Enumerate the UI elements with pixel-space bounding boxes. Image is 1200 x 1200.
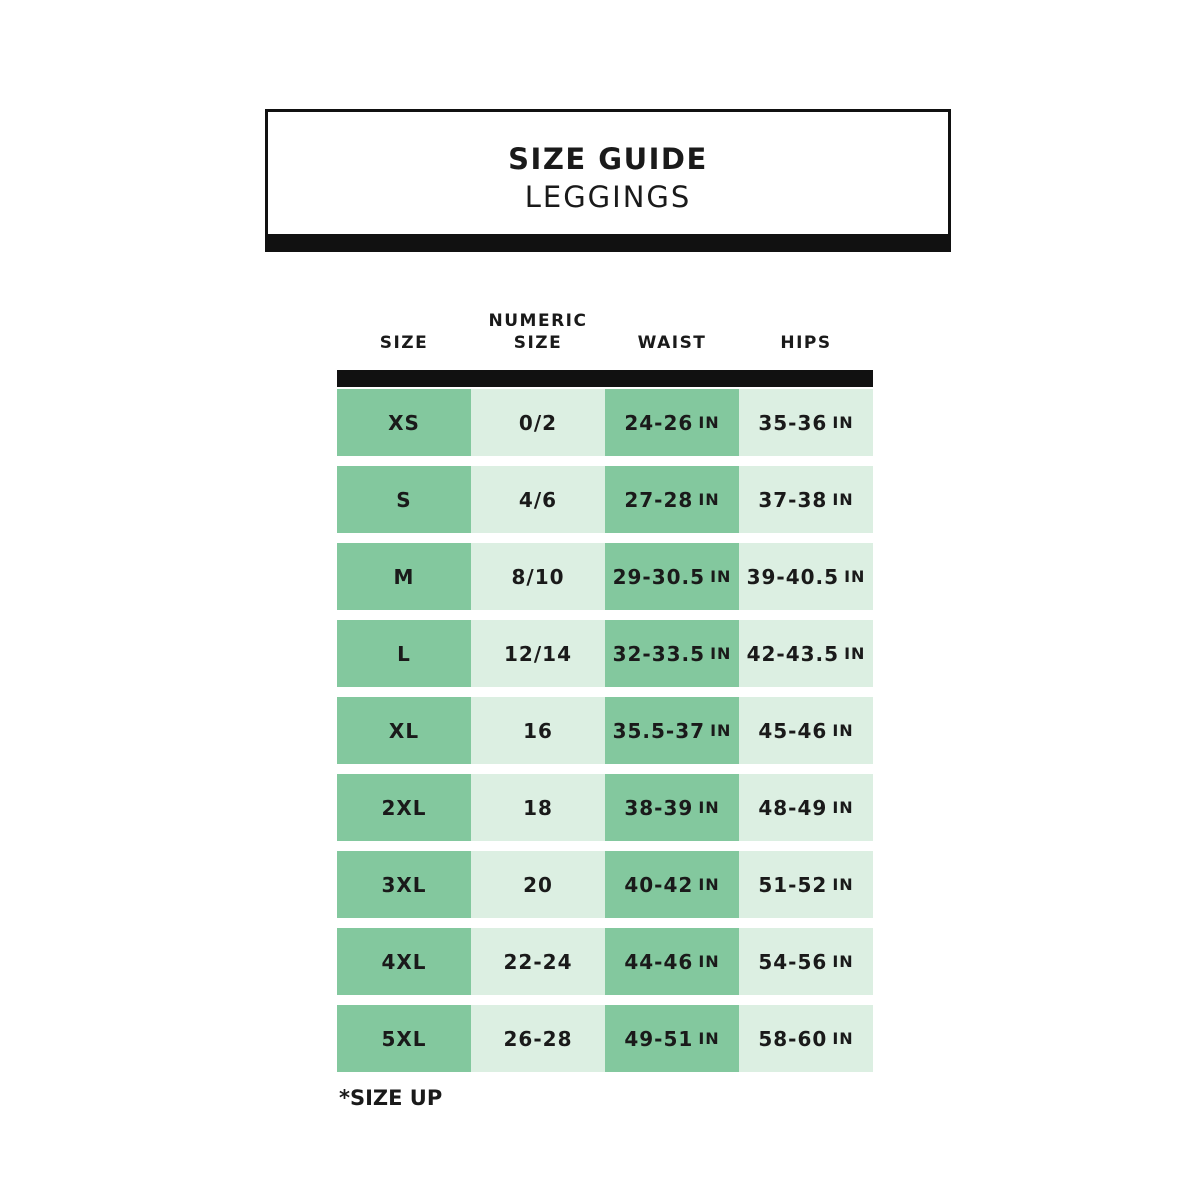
unit-label: IN bbox=[710, 567, 732, 586]
column-header-line2: WAIST bbox=[637, 333, 707, 353]
waist-value: 49-51 bbox=[624, 1026, 694, 1051]
hips-value: 48-49 bbox=[758, 795, 828, 820]
unit-label: IN bbox=[698, 952, 720, 971]
size-cell: S bbox=[337, 466, 471, 533]
unit-label: IN bbox=[844, 644, 866, 663]
table-row bbox=[337, 543, 873, 610]
table-row bbox=[337, 620, 873, 687]
numeric-size-cell: 26-28 bbox=[471, 1005, 605, 1072]
hips-cell bbox=[739, 697, 873, 764]
waist-cell bbox=[605, 697, 739, 764]
size-cell: 2XL bbox=[337, 774, 471, 841]
unit-label: IN bbox=[698, 1029, 720, 1048]
hips-value: 51-52 bbox=[758, 872, 828, 897]
unit-label: IN bbox=[832, 490, 854, 509]
numeric-size-cell: 0/2 bbox=[471, 389, 605, 456]
hips-cell bbox=[739, 928, 873, 995]
waist-value: 44-46 bbox=[624, 949, 694, 974]
unit-label: IN bbox=[698, 490, 720, 509]
table-row bbox=[337, 466, 873, 533]
size-up-footnote: *SIZE UP bbox=[339, 1086, 443, 1110]
waist-cell bbox=[605, 466, 739, 533]
unit-label: IN bbox=[832, 798, 854, 817]
column-header-numeric-size bbox=[471, 310, 605, 354]
table-row bbox=[337, 774, 873, 841]
unit-label: IN bbox=[832, 721, 854, 740]
waist-value: 27-28 bbox=[624, 487, 694, 512]
unit-label: IN bbox=[832, 413, 854, 432]
size-cell: M bbox=[337, 543, 471, 610]
waist-value: 40-42 bbox=[624, 872, 694, 897]
hips-cell bbox=[739, 1005, 873, 1072]
unit-label: IN bbox=[698, 413, 720, 432]
column-header-line2: SIZE bbox=[513, 333, 563, 353]
waist-value: 35.5-37 bbox=[612, 718, 706, 743]
unit-label: IN bbox=[832, 875, 854, 894]
numeric-size-cell: 8/10 bbox=[471, 543, 605, 610]
column-header-line1 bbox=[605, 310, 739, 332]
hips-value: 39-40.5 bbox=[746, 564, 840, 589]
unit-label: IN bbox=[710, 644, 732, 663]
waist-value: 32-33.5 bbox=[612, 641, 706, 666]
hips-cell bbox=[739, 466, 873, 533]
title-box bbox=[265, 109, 951, 252]
table-row bbox=[337, 389, 873, 456]
column-header-line2: HIPS bbox=[780, 333, 832, 353]
size-cell: XL bbox=[337, 697, 471, 764]
waist-value: 24-26 bbox=[624, 410, 694, 435]
column-header-size bbox=[337, 310, 471, 354]
column-header-waist bbox=[605, 310, 739, 354]
waist-cell bbox=[605, 620, 739, 687]
column-header-hips bbox=[739, 310, 873, 354]
hips-cell bbox=[739, 851, 873, 918]
waist-cell bbox=[605, 851, 739, 918]
size-cell: 5XL bbox=[337, 1005, 471, 1072]
size-cell: 4XL bbox=[337, 928, 471, 995]
numeric-size-cell: 4/6 bbox=[471, 466, 605, 533]
table-row bbox=[337, 928, 873, 995]
hips-value: 37-38 bbox=[758, 487, 828, 512]
hips-value: 58-60 bbox=[758, 1026, 828, 1051]
hips-cell bbox=[739, 389, 873, 456]
numeric-size-cell: 18 bbox=[471, 774, 605, 841]
waist-cell bbox=[605, 928, 739, 995]
hips-value: 45-46 bbox=[758, 718, 828, 743]
table-row bbox=[337, 1005, 873, 1072]
numeric-size-cell: 12/14 bbox=[471, 620, 605, 687]
size-cell: 3XL bbox=[337, 851, 471, 918]
column-header-line2: SIZE bbox=[379, 333, 429, 353]
column-header-line1: NUMERIC bbox=[488, 311, 588, 331]
hips-value: 35-36 bbox=[758, 410, 828, 435]
unit-label: IN bbox=[698, 875, 720, 894]
page-subtitle: LEGGINGS bbox=[524, 180, 692, 214]
header-divider-bar bbox=[337, 370, 873, 387]
hips-cell bbox=[739, 543, 873, 610]
hips-cell bbox=[739, 620, 873, 687]
waist-cell bbox=[605, 543, 739, 610]
numeric-size-cell: 22-24 bbox=[471, 928, 605, 995]
unit-label: IN bbox=[698, 798, 720, 817]
waist-value: 29-30.5 bbox=[612, 564, 706, 589]
column-header-line1 bbox=[739, 310, 873, 332]
table-row bbox=[337, 851, 873, 918]
table-row bbox=[337, 697, 873, 764]
column-header-line1 bbox=[337, 310, 471, 332]
unit-label: IN bbox=[710, 721, 732, 740]
numeric-size-cell: 20 bbox=[471, 851, 605, 918]
waist-cell bbox=[605, 774, 739, 841]
size-cell: L bbox=[337, 620, 471, 687]
waist-value: 38-39 bbox=[624, 795, 694, 820]
hips-value: 42-43.5 bbox=[746, 641, 840, 666]
waist-cell bbox=[605, 1005, 739, 1072]
unit-label: IN bbox=[844, 567, 866, 586]
unit-label: IN bbox=[832, 952, 854, 971]
hips-value: 54-56 bbox=[758, 949, 828, 974]
hips-cell bbox=[739, 774, 873, 841]
numeric-size-cell: 16 bbox=[471, 697, 605, 764]
unit-label: IN bbox=[832, 1029, 854, 1048]
page-title: SIZE GUIDE bbox=[508, 142, 708, 176]
waist-cell bbox=[605, 389, 739, 456]
size-cell: XS bbox=[337, 389, 471, 456]
